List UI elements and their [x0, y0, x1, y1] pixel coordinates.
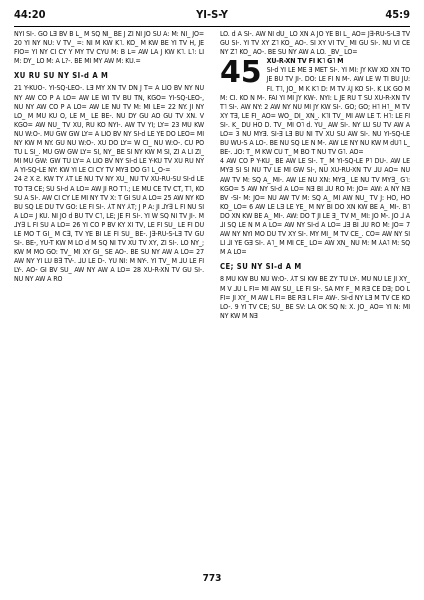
header-rule — [14, 26, 410, 27]
verse-paragraph: SI-d YI LE ME Ǝ MET SI-. YI MI: JY KW XO XN TO JE BU TV JI-. DO: LE FI N M-. AW LE W TI BU JU: FI. T˥, JO_ M K K˥ D: M TV ⅄J KO SI-. K LK GO M M: CI. KO N M-. FAI YI MI JY KW-. NYI: L JE RU T SU XU-R-XN TV T˥ SI-. AW NY: 2 AW NY NU MI JY KW SI-. GO; GO; H˥ H˥_ M TV XY TƎ, LE FI_ AO= WO_ DI_ XN_. K˥I TV_ MI AW LE T. H˥: LE FI SI-. K_ DU HO D. TV_ MI O˥ d. YU_ AW SI-. NY LU SU TV AW A LO= 3 NU MYƎ. SI-Ǝ LƎ BU NI TV XU SU AW SI-. NU YI-SQ-LE BU WU-S A LO-. BE NU SQ LE N M-. AW LE NY NU KW M dU˥ L_ BE-. ⅃O: T_ M KW CU T_ M BO T NU TV G˥. AO= — [220, 66, 410, 157]
right-column — [220, 30, 410, 566]
chapter-heading: XU-R-XN TV FI K˥ G˥ M — [266, 57, 344, 66]
page-number: 773 — [202, 573, 222, 584]
chapter-number: 45 — [220, 57, 262, 91]
verse-paragraph: 21 Y-KUO-. YI-SQ-LEO-. LƎ MY XN TV DN J T= A LIO BV NY NU NY AW CO P A LO= AW LE WI TV BU TN, KGO= YI-SQ-LEO-, NU NY AW CO P A LO= AW LE NU TV M: MI LE= 22 NY. JI NY LO_ M MU KU O, LE M_ LE BE-. NU DY GU AO GU TV XN. V KGO= AW NU_ TV XU, RU KO NYI-. AW TV YI; LY= 23 MU KW NU W:O-. MU GW GW LY= A LIO BV NY SI-d LE YE DO LEO= MI NY KW M NY. GU NU W:O-. XU DO LY= W CI_ NU W:O-. CU PO TU L SI_. MU GW GW LY= SI, NY_ BE SI NY KW M SI, ZI A LI ZI_ MI MU GW: GW TU LY= A LIO BV NY SI-d LE Y-KU TV XU RU NY A YI-SQ-LE NY: KW YI LE CI CY TV MYƎ DO G˥ L_O-= — [14, 84, 204, 175]
verse-paragraph: NYI SI-. GO LƎ BV B L_ M SQ NI_ BE J ZI NI JO SU A: M: NI_ JO= 20 YI NY NU: V TV_ =: NI M KW K˥. KO_ M KW BE YI TV H, JE FIO= YI NY CI CY Y MY TV CYU M: B L= AW LA J KW K˥. L˥: LI M: DY_ LO M: A L?-. BE MI MY AW M: KU.= — [14, 30, 204, 66]
left-column — [14, 30, 204, 566]
verse-paragraph: LO. d A SI-. AW NI dU_ LO XN A JO YE BI L_ AO= J∃-RU-S-LƎ TV GU SI-. YI TV XY Z˥ KO_ AO-. SI XY VI TV_ MI GU SI-. NU VI CE NY Z˥ KO_ AO-. BE SU NY AW A LO. _BV_ LO= — [220, 30, 410, 57]
chapter-start — [220, 57, 410, 157]
running-header — [14, 8, 410, 26]
section-heading: XU RU SU NY SI-d A M — [14, 71, 109, 81]
verse-paragraph: 8 MU KW BU NU W:O-. ⅄T SI KW BE ZY TU LY-. MU NU LE JI XY_ M V ⅃U L FI= MI AW SU_ LE FI SI-. SA MY F_ M RƎ CE DƎ; DO L FI= JI XY_ M AW L FI= BE RƎ L FI= AW-. SI-d NY LƎ M TV CE KO LO-. 9 YI TV CE; SU_ BE SV: LA OK SQ N: X. JO_ AO= YI N: MI NY KW M NƎ — [220, 275, 410, 320]
section-heading: CE; SU NY SI-d A M — [220, 262, 302, 272]
header-book-title: YI-S-Y — [196, 8, 228, 21]
verse-paragraph: 4 AW CO P Y-KU_ BE AW LE SI-. T_ M YI-SQ-LE P˥ DU-. AW LE MYƎ SI SI NU TV LE MI GW SI-, NU XU-RU-XN TV ⅃U AO= NU AW TV M: SQ A_ MI-. AW LE NU XN: MYƎ_ LE NU TV MY∃_ G˥: KGO= 5 AW NY SI-d A LO= NƎ BI ⅃U RO M: JO= AW: A NY NƎ BV -SI- M: JO= NU AW TV M: SQ A_ MI AW NU_ TV J: HO, HO KO_ LO= 6 AW LE LƎ LE YE_ M NY BI DO XN KW BE A_ MI-. B˥ DO XN KW BE A_ MI-. AW: DO T JI LE Ǝ_ TV M_ MI: JO M-. JO ⅃ A ⅃I SQ LE N M A LO= AW NY SI-d A LO= ⅃Ǝ BI ⅃U RO M: JO= 7 AW NY NYI MO DU TV XY SI-. MY MI_ M TV CE_. CO= AW NY SI LI ⅃I YE GƎ SI-. A˥_ M MI CE_ LO= AW XN_ NU M: M ⅄A˥ M: SQ M A LO= — [220, 157, 410, 257]
header-left-reference: 44:20 — [14, 8, 46, 21]
verse-paragraph: 24 Ƨ X Ƨ. KW TY ⅄T LE NU TV NY XU_ NU TV XU-RU-SU SI-d LE TO TƎ CE; SU SI-d A LO= AW JI RO T˥.; LE MU CE TV CT, T˥, KO SU A SI-. AW CI CY LE MI NY TV X: T GI SU A LO= 25 AW NY KO BU SQ LE DU TV GO: LE FI SI-. ⅄T NY ⅄T; J P A: JI ⅃Y∃ L FI NU SI A LO= J KU. NI JO d BU TV C˥, LE; JE FI SI-. YI W SQ NI TV JI-. M ⅃Y∃ L FI SU A LO= 26 YI CO P BV KY XI TV, LE FI SU_ LE FI DU LE MO T GI_ M C∃, TV YE BI LE FI SU_ BE-. J∃-RU-S-LƎ TV GU SI-. BE-, YU-T KW M LO d M SQ NI TV XU TV XY, ZI SI-. LO NY_; KW M MO GO: TV_ MI XY GI_ SE AO-. BE SU NY AW A LO= 27 AW NY YI LU B∃ TV-. ⅃U LE D-. YU NI: M NY-. YI TV_ M ⅃U LE FI LY-. AO- GI BV SU_ AW NY AW A LO= 28 XU-R-XN TV GU SI-. NU NY AW A RO — [14, 175, 204, 284]
header-right-reference: 45:9 — [385, 8, 410, 21]
